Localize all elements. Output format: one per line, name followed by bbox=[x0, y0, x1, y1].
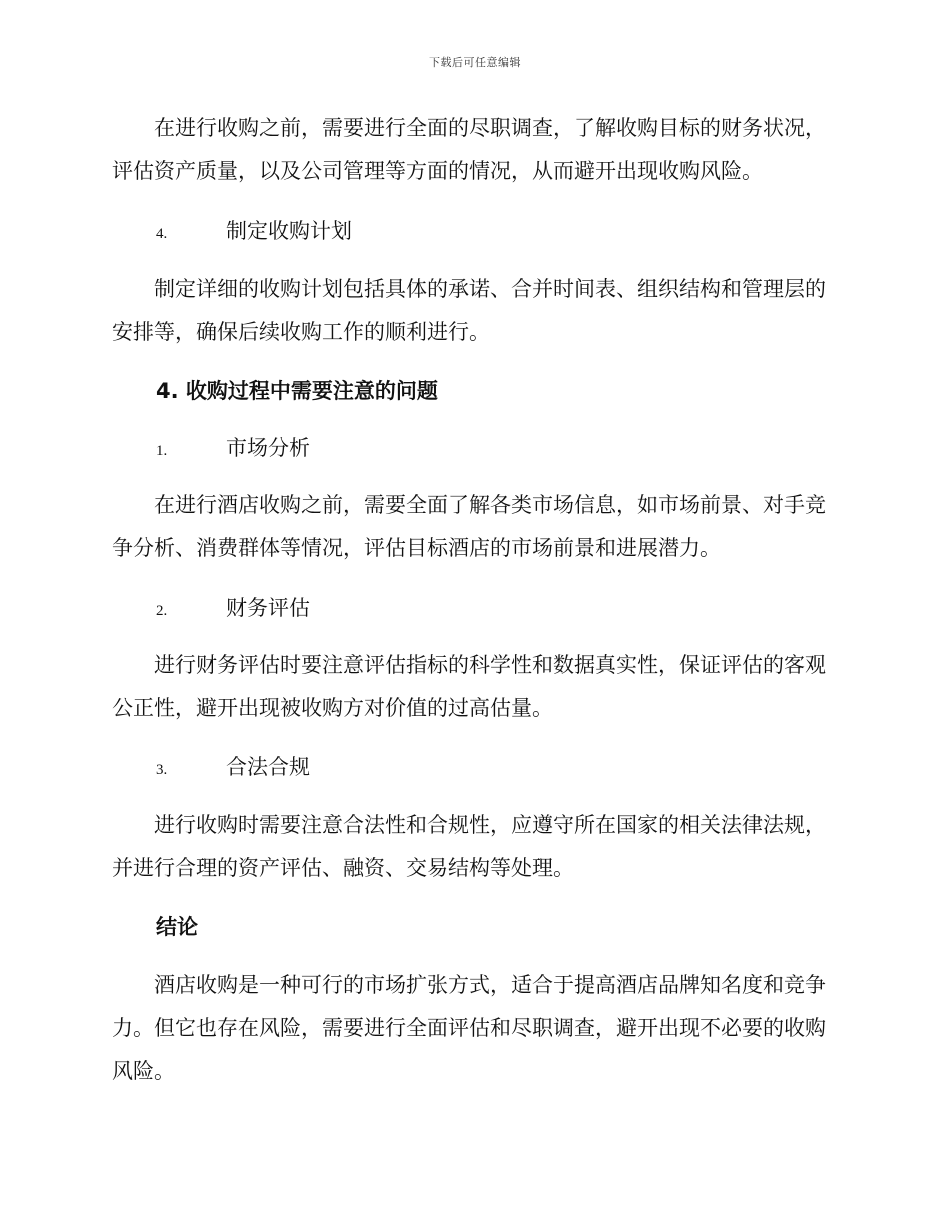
list-number: 2. bbox=[156, 603, 168, 619]
paragraph-market-analysis: 在进行酒店收购之前，需要全面了解各类市场信息，如市场前景、对手竞争分析、消费群体等情况，评估目标酒店的市场前景和进展潜力。 bbox=[112, 493, 826, 560]
list-number: 3. bbox=[156, 762, 168, 778]
list-item-label: 财务评估 bbox=[226, 596, 310, 620]
section-heading-issues: 4. 收购过程中需要注意的问题 bbox=[156, 379, 438, 403]
list-number: 1. bbox=[156, 443, 168, 459]
page-header: 下载后可任意编辑 bbox=[429, 56, 521, 69]
list-item-market-analysis bbox=[156, 433, 310, 466]
paragraph-financial-evaluation: 进行财务评估时要注意评估指标的科学性和数据真实性，保证评估的客观公正性，避开出现被收购方对价值的过高估量。 bbox=[112, 653, 826, 720]
list-item-label: 合法合规 bbox=[226, 755, 310, 779]
paragraph-due-diligence: 在进行收购之前，需要进行全面的尽职调查，了解收购目标的财务状况，评估资产质量，以及公司管理等方面的情况，从而避开出现收购风险。 bbox=[112, 116, 826, 183]
paragraph-acquisition-plan: 制定详细的收购计划包括具体的承诺、合并时间表、组织结构和管理层的安排等，确保后续收购工作的顺利进行。 bbox=[112, 277, 826, 344]
list-item-label: 制定收购计划 bbox=[226, 219, 352, 243]
list-number: 4. bbox=[156, 226, 168, 242]
list-item-financial-evaluation bbox=[156, 593, 310, 626]
list-item-acquisition-plan bbox=[156, 216, 352, 249]
paragraph-compliance: 进行收购时需要注意合法性和合规性，应遵守所在国家的相关法律法规，并进行合理的资产评估、融资、交易结构等处理。 bbox=[112, 813, 826, 880]
list-item-compliance bbox=[156, 752, 310, 785]
paragraph-conclusion: 酒店收购是一种可行的市场扩张方式，适合于提高酒店品牌知名度和竞争力。但它也存在风险，需要进行全面评估和尽职调查，避开出现不必要的收购风险。 bbox=[112, 973, 826, 1083]
list-item-label: 市场分析 bbox=[226, 436, 310, 460]
section-heading-conclusion: 结论 bbox=[156, 915, 198, 939]
